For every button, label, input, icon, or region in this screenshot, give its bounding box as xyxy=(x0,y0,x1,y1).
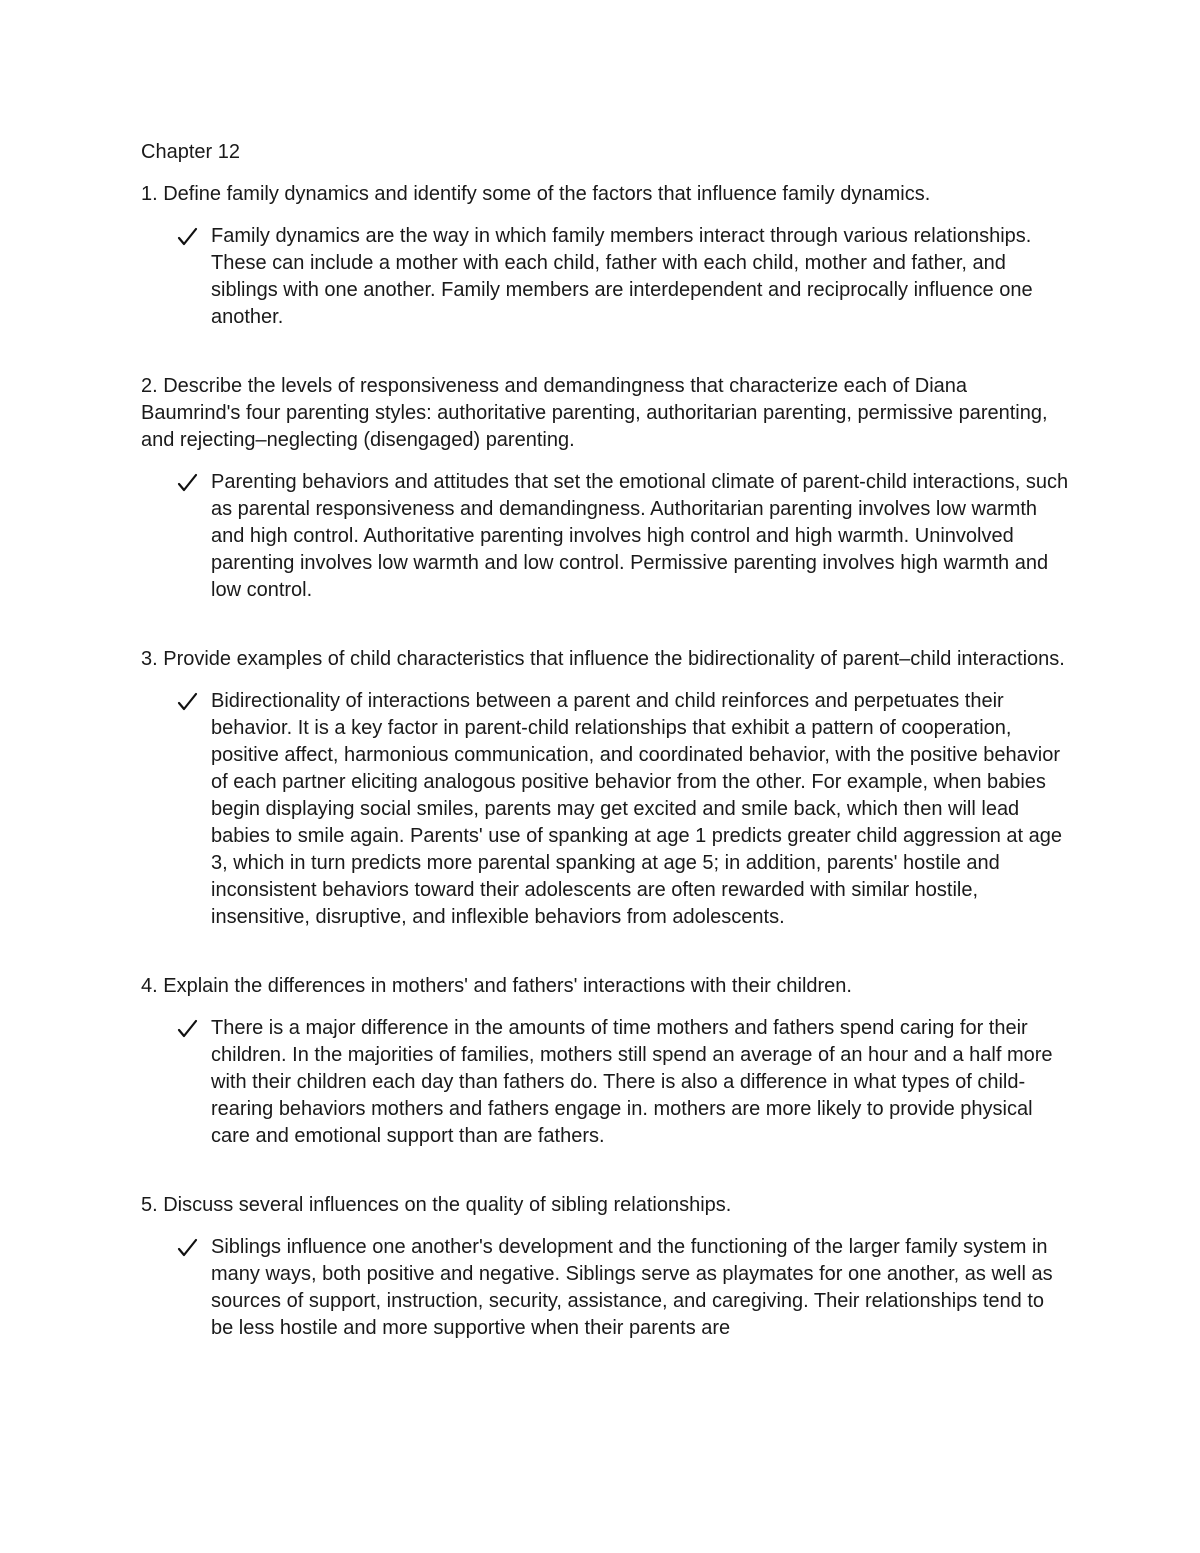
answer-1 xyxy=(211,223,1071,331)
question-4: 4. Explain the differences in mothers' and fathers' interactions with their children. xyxy=(141,975,852,997)
checkmark-icon xyxy=(176,223,200,250)
checkmark-icon xyxy=(176,688,200,715)
answer-3 xyxy=(211,688,1071,931)
answer-text-5: Siblings influence one another's development and the functioning of the larger family system in many ways, both positive and negative. Siblings serve as playmates for one another, as well as sources of support, instruction, security, assistance, and caregiving. Their relationships tend to be less hostile and more supportive when their parents are xyxy=(211,1236,1053,1339)
question-3: 3. Provide examples of child characteristics that influence the bidirectionality of parent–child interactions. xyxy=(141,648,1065,670)
question-2: 2. Describe the levels of responsiveness and demandingness that characterize each of Diana Baumrind's four parenting styles: authoritative parenting, authoritarian parenting, permissive parenting, and rejecting–neglecting (disengaged) parenting. xyxy=(141,375,1048,451)
checkmark-icon xyxy=(176,1234,200,1261)
qa-item-2 xyxy=(141,373,1071,604)
answer-text-4: There is a major difference in the amounts of time mothers and fathers spend caring for their children. In the majorities of families, mothers still spend an average of an hour and a half more with their children each day than fathers do. There is also a difference in what types of child-rearing behaviors mothers and fathers engage in. mothers are more likely to provide physical care and emotional support than are fathers. xyxy=(211,1017,1053,1147)
answer-text-1: Family dynamics are the way in which family members interact through various relationships. These can include a mother with each child, father with each child, mother and father, and siblings with one another. Family members are interdependent and reciprocally influence one another. xyxy=(211,225,1033,328)
qa-item-5 xyxy=(141,1192,1071,1342)
qa-item-1 xyxy=(141,181,1071,331)
answer-5 xyxy=(211,1234,1071,1342)
qa-item-3 xyxy=(141,646,1071,931)
answer-text-3: Bidirectionality of interactions between a parent and child reinforces and perpetuates their behavior. It is a key factor in parent-child relationships that exhibit a pattern of cooperation, positive affect, harmonious communication, and coordinated behavior, with the positive behavior of each partner eliciting analogous positive behavior from the other. For example, when babies begin displaying social smiles, parents may get excited and smile back, which then will lead babies to smile again. Parents' use of spanking at age 1 predicts greater child aggression at age 3, which in turn predicts more parental spanking at age 5; in addition, parents' hostile and inconsistent behaviors toward their adolescents are often rewarded with similar hostile, insensitive, disruptive, and inflexible behaviors from adolescents. xyxy=(211,690,1063,928)
chapter-title: Chapter 12 xyxy=(141,141,240,163)
answer-text-2: Parenting behaviors and attitudes that set the emotional climate of parent-child interactions, such as parental responsiveness and demandingness. Authoritarian parenting involves low warmth and high control. Authoritative parenting involves high control and high warmth. Uninvolved parenting involves low warmth and low control. Permissive parenting involves high warmth and low control. xyxy=(211,471,1069,601)
answer-2 xyxy=(211,469,1071,604)
checkmark-icon xyxy=(176,469,200,496)
answer-4 xyxy=(211,1015,1071,1150)
question-5: 5. Discuss several influences on the quality of sibling relationships. xyxy=(141,1194,732,1216)
qa-item-4 xyxy=(141,973,1071,1150)
question-1: 1. Define family dynamics and identify some of the factors that influence family dynamics. xyxy=(141,183,931,205)
document-body xyxy=(141,139,1071,1342)
checkmark-icon xyxy=(176,1015,200,1042)
